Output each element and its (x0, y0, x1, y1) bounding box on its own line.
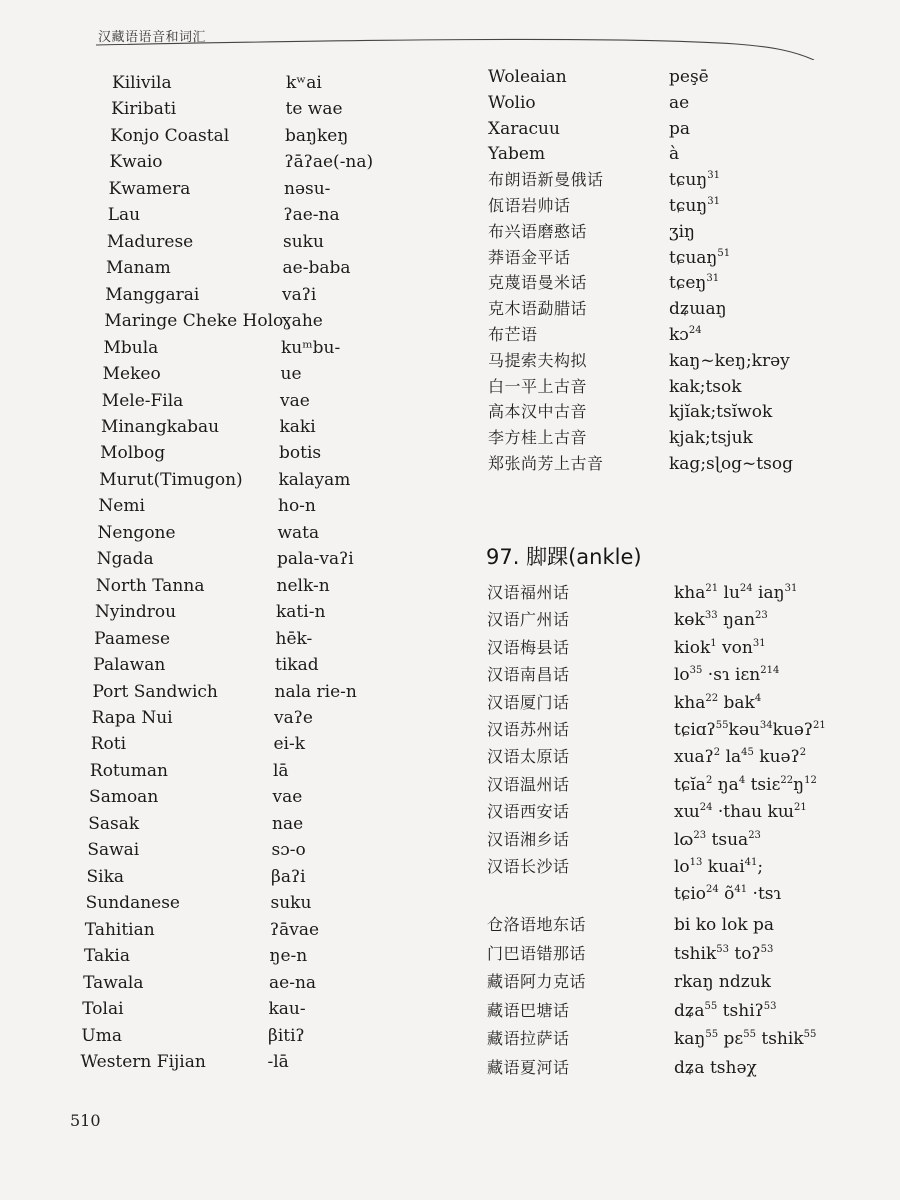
word-form: βitiʔ (268, 1025, 305, 1046)
word-form: suku (283, 231, 324, 252)
language-name: Lau (107, 205, 141, 226)
language-name: Sawai (87, 840, 140, 861)
word-form: tɕuŋ$^{31}$ (669, 196, 720, 216)
word-form: kiok$^1$ von$^{31}$ (674, 637, 766, 658)
word-form: ae-baba (282, 258, 351, 279)
language-name: Uma (81, 1025, 122, 1046)
header-curve-rule (96, 30, 816, 60)
word-form: tɕio$^{24}$ $õ^{41}$ ·tsɿ (674, 884, 782, 905)
word-form: kha$^{22}$ bak$^4$ (674, 692, 762, 713)
word-form: peşē (669, 67, 709, 87)
word-form: ʔāvae (270, 919, 320, 940)
word-form: vae (280, 390, 310, 411)
language-name: Kiribati (111, 99, 177, 120)
language-name: 汉语长沙话 (487, 857, 570, 876)
language-name: Rapa Nui (91, 708, 173, 729)
language-name: 佤语岩帅话 (488, 196, 571, 215)
word-form: nae (272, 813, 304, 834)
word-form: βaʔi (271, 866, 306, 887)
word-form: vae (272, 787, 303, 808)
language-name: 汉语太原话 (487, 747, 570, 767)
word-form: ʒiŋ (669, 221, 695, 242)
language-name: 汉语梅县话 (487, 637, 570, 657)
language-name: 藏语阿力克话 (487, 972, 587, 992)
language-name: Kwaio (109, 152, 163, 173)
word-form: lā (273, 760, 289, 781)
word-form: ae-na (269, 972, 317, 993)
language-name: Tawala (83, 972, 144, 993)
word-form: wata (277, 522, 320, 543)
word-form: vaʔe (274, 708, 313, 729)
language-name: Roti (90, 734, 127, 755)
word-form: ae (669, 92, 690, 113)
word-form: nala rie-n (274, 681, 357, 702)
language-name: Manam (106, 258, 171, 279)
word-form: botis (279, 443, 322, 464)
word-form: -lā (267, 1052, 289, 1072)
word-form: bi ko lok pa (674, 915, 775, 935)
word-form: kati-n (276, 602, 326, 623)
word-form: $lo^{35}$ ·sɿ iɛn$^{214}$ (674, 665, 780, 686)
word-form: ŋe-n (269, 946, 308, 967)
language-name: 克蔑语曼米话 (488, 273, 588, 293)
word-form: ʔae-na (283, 205, 340, 226)
word-form: dʑɯaŋ (669, 299, 727, 320)
language-name: Sika (86, 866, 125, 887)
language-name: 李方桂上古音 (488, 428, 588, 448)
word-form: kaki (279, 416, 316, 437)
running-head: 汉藏语语音和词汇 (98, 30, 207, 45)
word-form: tɕeŋ$^{31}$ (669, 273, 720, 294)
word-form: nelk-n (276, 575, 330, 596)
language-name: 白一平上古音 (488, 376, 588, 396)
language-name: 藏语夏河话 (487, 1058, 570, 1077)
word-form: kjĭak;tsĭwok (669, 402, 773, 423)
word-form: dʑa tshəχ (674, 1058, 757, 1078)
word-form: tɕĭa$^2$ $ŋa^4$ $tsiɛ^{22}ŋ^{12}$ (674, 774, 817, 795)
language-name: 克木语勐腊话 (488, 299, 588, 319)
language-name: 藏语巴塘话 (487, 1000, 570, 1020)
section-title-en: (ankle) (568, 545, 642, 569)
language-name: 马提索夫构拟 (488, 350, 588, 370)
language-name: Nengone (97, 522, 176, 543)
language-name: Paamese (94, 628, 171, 649)
language-name: Manggarai (105, 284, 200, 305)
word-form: kɵk$^{33}$ ŋan$^{23}$ (674, 610, 768, 631)
page-number: 510 (70, 1111, 101, 1130)
word-form: kaŋ~keŋ;krəy (669, 350, 790, 371)
word-form: rkaŋ ndzuk (674, 972, 771, 993)
language-name: Palawan (93, 655, 166, 676)
word-form: kak;tsok (669, 376, 742, 397)
language-name: 莽语金平话 (488, 247, 571, 267)
word-form: vaʔi (282, 284, 317, 305)
language-name: Kilivila (112, 73, 172, 93)
language-name: Ngada (96, 549, 154, 570)
word-form: ho-n (278, 496, 316, 517)
language-name: Konjo Coastal (110, 125, 230, 146)
language-name: Sundanese (85, 893, 180, 914)
language-name: 藏语拉萨话 (487, 1029, 570, 1049)
language-name: Nemi (98, 496, 145, 517)
language-name: 汉语厦门话 (487, 692, 570, 712)
language-name: Minangkabau (100, 416, 220, 437)
word-form: suku (270, 893, 312, 914)
language-name: Mele-Fila (101, 390, 184, 411)
word-form: ɣahe (281, 311, 323, 332)
word-form: sɔ-o (271, 840, 306, 861)
word-form: à (669, 144, 680, 165)
language-name: Woleaian (488, 67, 567, 87)
language-name: North Tanna (95, 575, 205, 596)
word-form: dʑa$^{55}$ tshiʔ$^{53}$ (674, 1000, 777, 1021)
language-name: Sasak (88, 813, 140, 834)
language-name: Yabem (488, 144, 546, 165)
language-name: Kwamera (108, 178, 191, 199)
language-name: 布兴语磨憨话 (488, 221, 588, 241)
language-name: Western Fijian (80, 1052, 206, 1072)
language-name: Nyindrou (95, 602, 177, 623)
language-name: 高本汉中古音 (488, 402, 588, 422)
language-name: Wolio (488, 92, 536, 113)
word-form: xuaʔ$^2$ $la^{45}$ kuəʔ$^2$ (674, 747, 807, 768)
word-form: kʷai (286, 73, 322, 93)
language-name: Port Sandwich (92, 681, 218, 702)
language-name: 仓洛语地东话 (487, 915, 587, 934)
language-name: 汉语广州话 (487, 610, 570, 630)
language-name: 汉语福州话 (487, 583, 570, 602)
language-name: 郑张尚芳上古音 (488, 454, 604, 473)
language-name: Tahitian (84, 919, 155, 940)
word-form: baŋkeŋ (285, 125, 349, 146)
word-form: tɕuŋ$^{31}$ (669, 170, 720, 191)
language-name: Mbula (103, 337, 159, 358)
word-form: kha$^{21}$ $lu^{24}$ iaŋ$^{31}$ (674, 583, 798, 603)
section-heading (486, 541, 642, 571)
word-form: ei-k (273, 734, 306, 755)
word-form: kau- (268, 999, 306, 1020)
word-form: kag;sɭog~tsog (669, 454, 793, 474)
language-name: Xaracuu (488, 118, 560, 139)
language-name: 汉语湘乡话 (487, 829, 570, 849)
word-form: pala-vaʔi (277, 549, 354, 570)
word-form: tikad (275, 655, 319, 676)
language-name: 布朗语新曼俄话 (488, 170, 604, 190)
section-title-zh: 脚踝 (526, 545, 569, 569)
language-name: Murut(Timugon) (99, 469, 243, 490)
language-name: Rotuman (89, 760, 168, 781)
word-form: hēk- (275, 628, 313, 649)
language-name: Madurese (106, 231, 194, 252)
word-form: lɷ$^{23}$ tsua$^{23}$ (674, 829, 761, 850)
language-name: Takia (83, 946, 130, 967)
word-form: pa (669, 118, 691, 139)
word-form: xɯ$^{24}$ ·thau kɯ$^{21}$ (674, 802, 807, 823)
word-form: tɕiɑʔ$^{55}$kəu$^{34}$kuəʔ$^{21}$ (674, 720, 826, 740)
section-number: 97. (486, 545, 520, 569)
word-form: ʔāʔae(-na) (284, 152, 374, 173)
language-name: 汉语苏州话 (487, 720, 570, 739)
word-form: $lo^{13}$ kuai$^{41}$; (674, 857, 764, 877)
language-name: 汉语温州话 (487, 774, 570, 794)
language-name: 布芒语 (488, 325, 538, 344)
word-form: kaŋ$^{55}$ pɛ$^{55}$ tshik$^{55}$ (674, 1029, 817, 1050)
word-form: kuᵐbu- (281, 337, 341, 358)
word-form: kalayam (278, 469, 351, 490)
language-name: Samoan (89, 787, 159, 808)
word-form: te wae (285, 99, 343, 120)
language-name: 汉语西安话 (487, 802, 570, 822)
language-name: Mekeo (102, 364, 161, 385)
language-name: 汉语南昌话 (487, 665, 570, 685)
word-form: nəsu- (284, 178, 331, 199)
word-form: kɔ$^{24}$ (669, 325, 702, 345)
word-form: ue (280, 364, 302, 385)
language-name: Maringe Cheke Holo (104, 311, 284, 332)
word-form: tɕuaŋ$^{51}$ (669, 247, 731, 268)
language-name: Tolai (82, 999, 124, 1020)
language-name: Molbog (100, 443, 166, 464)
word-form: kjak;tsjuk (669, 428, 753, 449)
word-form: tshik$^{53}$ toʔ$^{53}$ (674, 943, 774, 964)
language-name: 门巴语错那话 (487, 943, 587, 963)
